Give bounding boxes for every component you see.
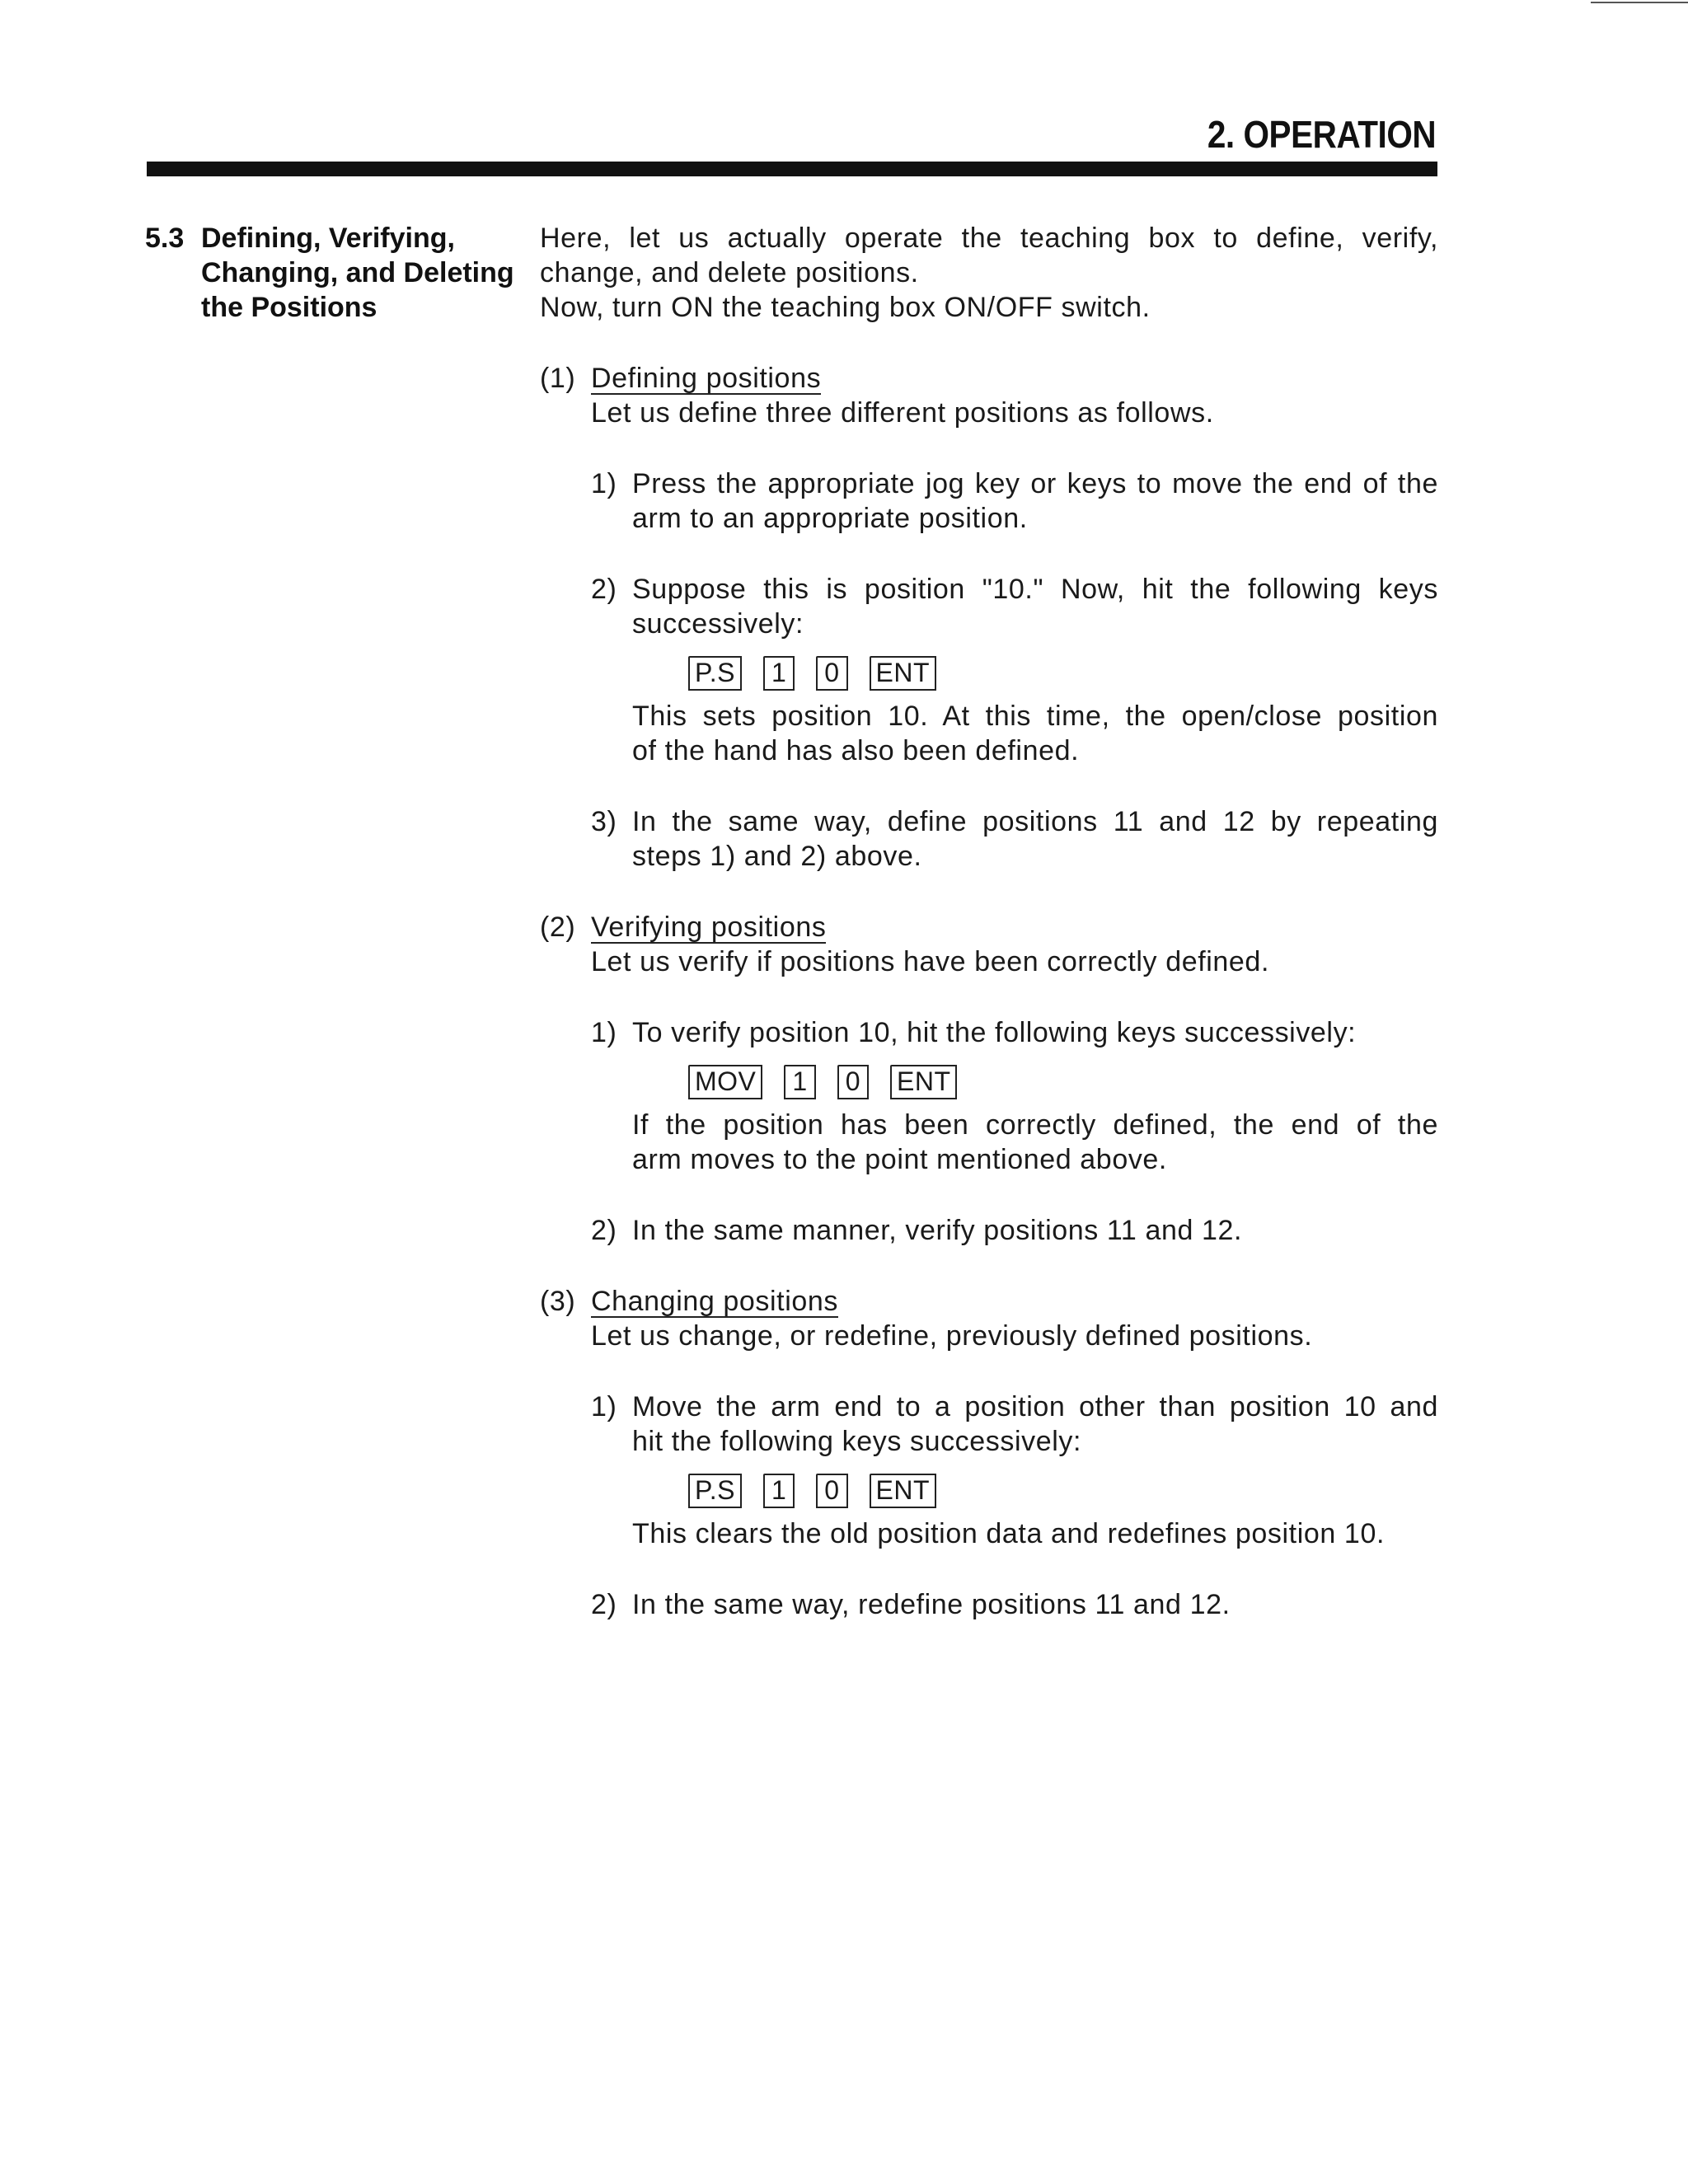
step-text-line: In the same manner, verify positions 11 and 12. (632, 1215, 1243, 1246)
intro-paragraph (540, 221, 1438, 325)
section-body (540, 221, 1438, 1622)
step-text-line: successively: (632, 608, 804, 640)
changing-step-1 (540, 1390, 1438, 1551)
step-label: 2) (591, 1215, 617, 1246)
changing-step-2 (540, 1587, 1438, 1622)
step-text-line: Move the arm end to a position other than position 10 and (632, 1391, 1438, 1422)
key-sequence (688, 1474, 1438, 1508)
subsection-title: Defining positions (591, 363, 822, 394)
key-0: 0 (816, 1474, 847, 1508)
step-text-line: of the hand has also been defined. (632, 735, 1080, 766)
step-text-line: This clears the old position data and redefines position 10. (632, 1518, 1385, 1549)
key-1: 1 (784, 1065, 815, 1099)
defining-step-3 (540, 804, 1438, 874)
key-1: 1 (763, 1474, 795, 1508)
chapter-header: 2. OPERATION (1207, 113, 1436, 156)
step-text-line: This sets position 10. At this time, the open/close position (632, 701, 1438, 732)
step-text-line: If the position has been correctly defined, the end of the (632, 1109, 1438, 1141)
key-0: 0 (837, 1065, 869, 1099)
section-heading-line-2: Changing, and Deleting (201, 257, 514, 288)
key-mov: MOV (688, 1065, 762, 1099)
intro-line-3: Now, turn ON the teaching box ON/OFF switch. (540, 292, 1151, 323)
key-ent: ENT (870, 656, 937, 691)
subsection-defining-heading (540, 361, 1438, 396)
defining-step-2 (540, 572, 1438, 768)
key-ent: ENT (870, 1474, 937, 1508)
section-heading-line-3: the Positions (201, 292, 377, 323)
step-label: 2) (591, 1589, 617, 1620)
step-text-line: To verify position 10, hit the following keys successively: (632, 1017, 1357, 1048)
step-text-line: In the same way, redefine positions 11 and 12. (632, 1589, 1231, 1620)
step-text-line: hit the following keys successively: (632, 1426, 1082, 1457)
key-ent: ENT (890, 1065, 958, 1099)
step-label: 3) (591, 806, 617, 837)
subsection-verifying-heading (540, 910, 1438, 944)
step-text-line: Press the appropriate jog key or keys to move the end of the (632, 468, 1438, 499)
step-text-line: Suppose this is position "10." Now, hit the following keys (632, 574, 1438, 605)
step-label: 1) (591, 1017, 617, 1048)
subsection-label: (2) (540, 912, 576, 943)
key-1: 1 (763, 656, 795, 691)
subsection-description: Let us define three different positions as follows. (591, 397, 1214, 429)
step-label: 1) (591, 468, 617, 499)
section-number: 5.3 (145, 223, 185, 254)
subsection-title: Changing positions (591, 1286, 838, 1317)
scan-edge-mark (1591, 2, 1688, 3)
step-label: 2) (591, 574, 617, 605)
step-text-line: steps 1) and 2) above. (632, 841, 922, 872)
key-sequence (688, 656, 1438, 691)
key-0: 0 (816, 656, 847, 691)
step-text-line: arm to an appropriate position. (632, 503, 1028, 534)
subsection-title: Verifying positions (591, 912, 827, 943)
step-label: 1) (591, 1391, 617, 1422)
subsection-label: (3) (540, 1286, 576, 1317)
subsection-label: (1) (540, 363, 576, 394)
key-ps: P.S (688, 656, 742, 691)
subsection-description: Let us verify if positions have been correctly defined. (591, 946, 1269, 977)
intro-line-2: change, and delete positions. (540, 257, 919, 288)
key-sequence (688, 1065, 1438, 1099)
section-heading (145, 221, 532, 325)
intro-line-1: Here, let us actually operate the teaching box to define, verify, (540, 223, 1438, 254)
verifying-step-1 (540, 1015, 1438, 1177)
subsection-changing-heading (540, 1284, 1438, 1319)
section-heading-line-1: 5.3 Defining, Verifying, (145, 223, 455, 254)
step-text-line: arm moves to the point mentioned above. (632, 1144, 1167, 1175)
step-text-line: In the same way, define positions 11 and 12 by repeating (632, 806, 1438, 837)
defining-step-1 (540, 466, 1438, 536)
header-rule (147, 162, 1437, 176)
key-ps: P.S (688, 1474, 742, 1508)
verifying-step-2 (540, 1213, 1438, 1248)
subsection-description: Let us change, or redefine, previously defined positions. (591, 1320, 1313, 1352)
